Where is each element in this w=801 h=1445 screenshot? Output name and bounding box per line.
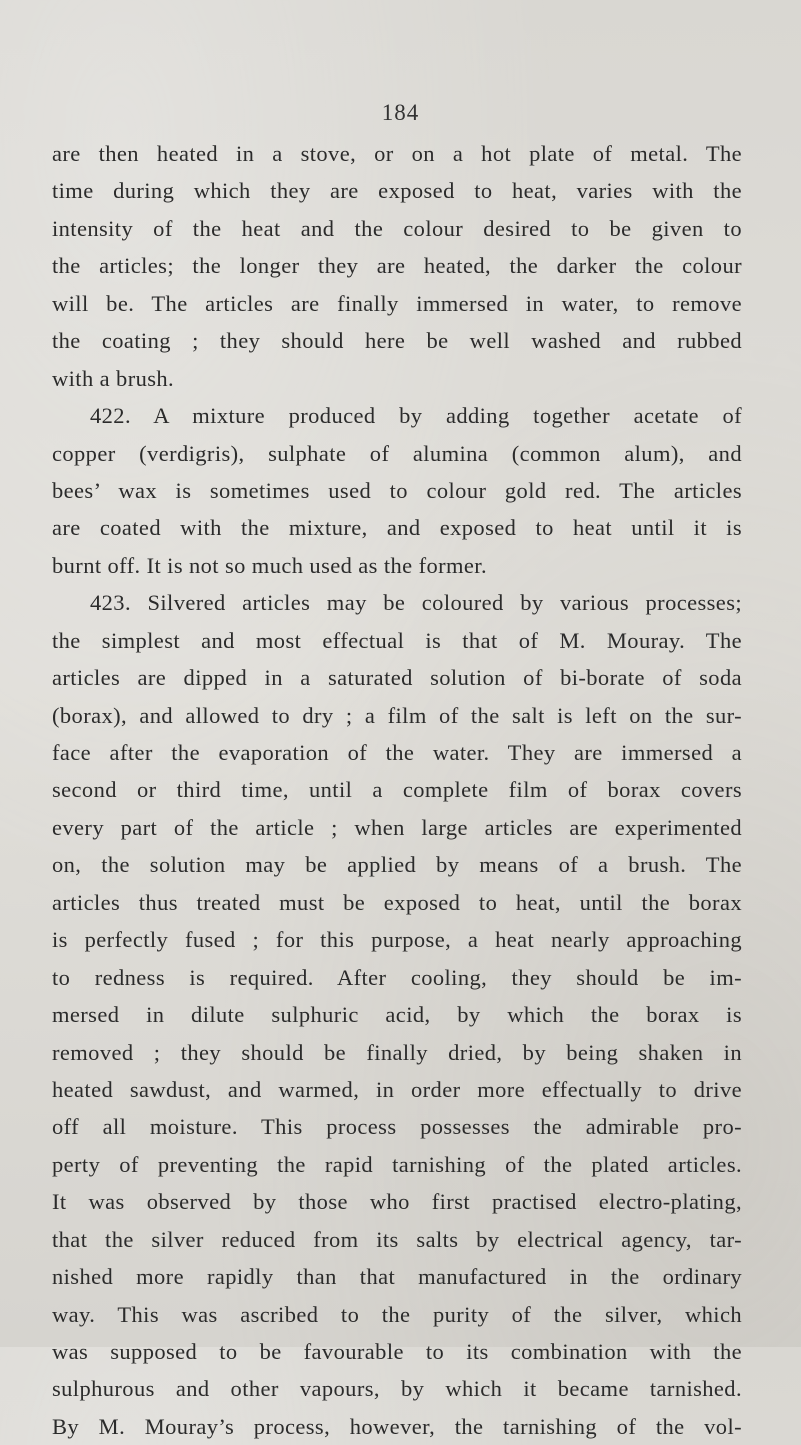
text-line: time during which they are exposed to heat, varies with the: [52, 178, 742, 204]
text-line: bees’ wax is sometimes used to colour gold red. The articles: [52, 477, 742, 503]
text-line: are then heated in a stove, or on a hot plate of metal. The: [52, 141, 742, 166]
text-line: off all moisture. This process possesses the admirable pro-: [52, 1114, 742, 1140]
text-line: the coating ; they should here be well washed and rubbed: [52, 328, 742, 354]
text-line: way. This was ascribed to the purity of the silver, which: [52, 1301, 742, 1327]
text-line: 423. Silvered articles may be coloured by various processes;: [90, 590, 742, 616]
text-line: second or third time, until a complete film of borax covers: [52, 777, 742, 803]
text-line: burnt off. It is not so much used as the former.: [52, 552, 487, 578]
text-line: intensity of the heat and the colour desired to be given to: [52, 215, 742, 241]
text-line: nished more rapidly than that manufactured in the ordinary: [52, 1264, 742, 1290]
text-line: It was observed by those who first practised electro-plating,: [52, 1189, 742, 1215]
text-line: is perfectly fused ; for this purpose, a heat nearly approaching: [52, 927, 742, 953]
text-line: face after the evaporation of the water. They are immersed a: [52, 740, 742, 765]
text-line: sulphurous and other vapours, by which it became tarnished.: [52, 1376, 742, 1402]
text-line: every part of the article ; when large articles are experimented: [52, 814, 742, 840]
text-line: the simplest and most effectual is that of M. Mouray. The: [52, 627, 742, 653]
text-line: that the silver reduced from its salts by electrical agency, tar-: [52, 1226, 742, 1252]
text-line: articles thus treated must be exposed to heat, until the borax: [52, 889, 742, 915]
text-line: articles are dipped in a saturated solution of bi-borate of soda: [52, 665, 742, 691]
text-line: to redness is required. After cooling, they should be im-: [52, 964, 742, 990]
text-line: was supposed to be favourable to its combination with the: [52, 1339, 742, 1364]
text-line: mersed in dilute sulphuric acid, by which the borax is: [52, 1002, 742, 1028]
text-line: By M. Mouray’s process, however, the tarnishing of the vol-: [52, 1413, 742, 1439]
text-line: (borax), and allowed to dry ; a film of the salt is left on the sur-: [52, 702, 742, 728]
text-line: perty of preventing the rapid tarnishing of the plated articles.: [52, 1151, 742, 1177]
body-text: [52, 135, 742, 1445]
page-number: 184: [381, 100, 420, 125]
text-line: are coated with the mixture, and exposed to heat until it is: [52, 515, 742, 541]
text-line: copper (verdigris), sulphate of alumina (common alum), and: [52, 440, 742, 466]
text-line: will be. The articles are finally immersed in water, to remove: [52, 290, 742, 316]
text-line: on, the solution may be applied by means of a brush. The: [52, 852, 742, 878]
text-line: with a brush.: [52, 365, 175, 391]
text-line: removed ; they should be finally dried, by being shaken in: [52, 1039, 742, 1065]
text-line: heated sawdust, and warmed, in order more effectually to drive: [52, 1076, 742, 1102]
text-line: 422. A mixture produced by adding together acetate of: [90, 403, 742, 429]
text-line: the articles; the longer they are heated, the darker the colour: [52, 253, 742, 279]
